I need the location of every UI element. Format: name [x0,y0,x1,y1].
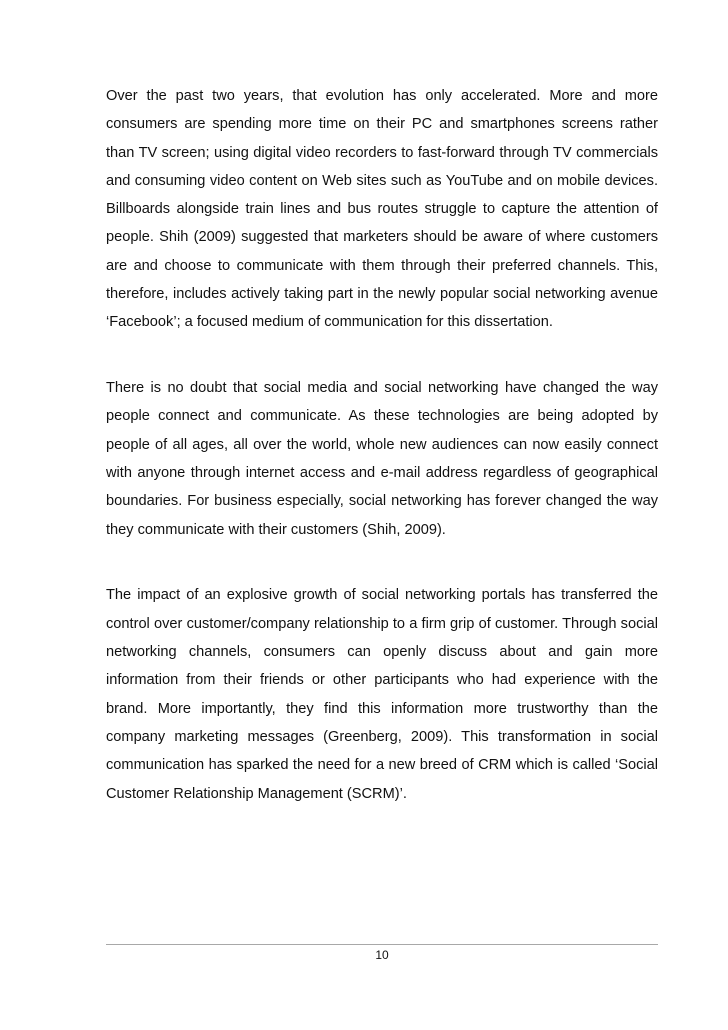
paragraph-social-networking-change: There is no doubt that social media and social networking have changed the way people connect and communicate. As these technologies are being adopted by people of all ages, all over the world, whole new audiences can now easily connect with anyone through internet access and e-mail address regardless of geographical boundaries. For business especially, social networking has forever changed the way they communicate with their customers (Shih, 2009). [106,380,658,538]
page-number: 10 [375,948,389,962]
paragraph-media-evolution: Over the past two years, that evolution has only accelerated. More and more consumers are spending more time on their PC and smartphones screens rather than TV screen; using digital video recorders to fast-forward through TV commercials and consuming video content on Web sites such as YouTube and on mobile devices. Billboards alongside train lines and bus routes struggle to capture the attention of people. Shih (2009) suggested that marketers should be aware of where customers are and choose to communicate with them through their preferred channels. This, therefore, includes actively taking part in the newly popular social networking avenue ‘Facebook’; a focused medium of communication for this dissertation. [106,88,658,331]
paragraph-scrm-need: The impact of an explosive growth of social networking portals has transferred the control over customer/company relationship to a firm grip of customer. Through social networking channels, consumers can openly discuss about and gain more information from their friends or other participants who had experience with the brand. More importantly, they find this information more trustworthy than the company marketing messages (Greenberg, 2009). This transformation in social communication has sparked the need for a new breed of CRM which is called ‘Social Customer Relationship Management (SCRM)’. [106,587,658,802]
body-text [106,82,658,808]
footer-divider [106,944,658,945]
